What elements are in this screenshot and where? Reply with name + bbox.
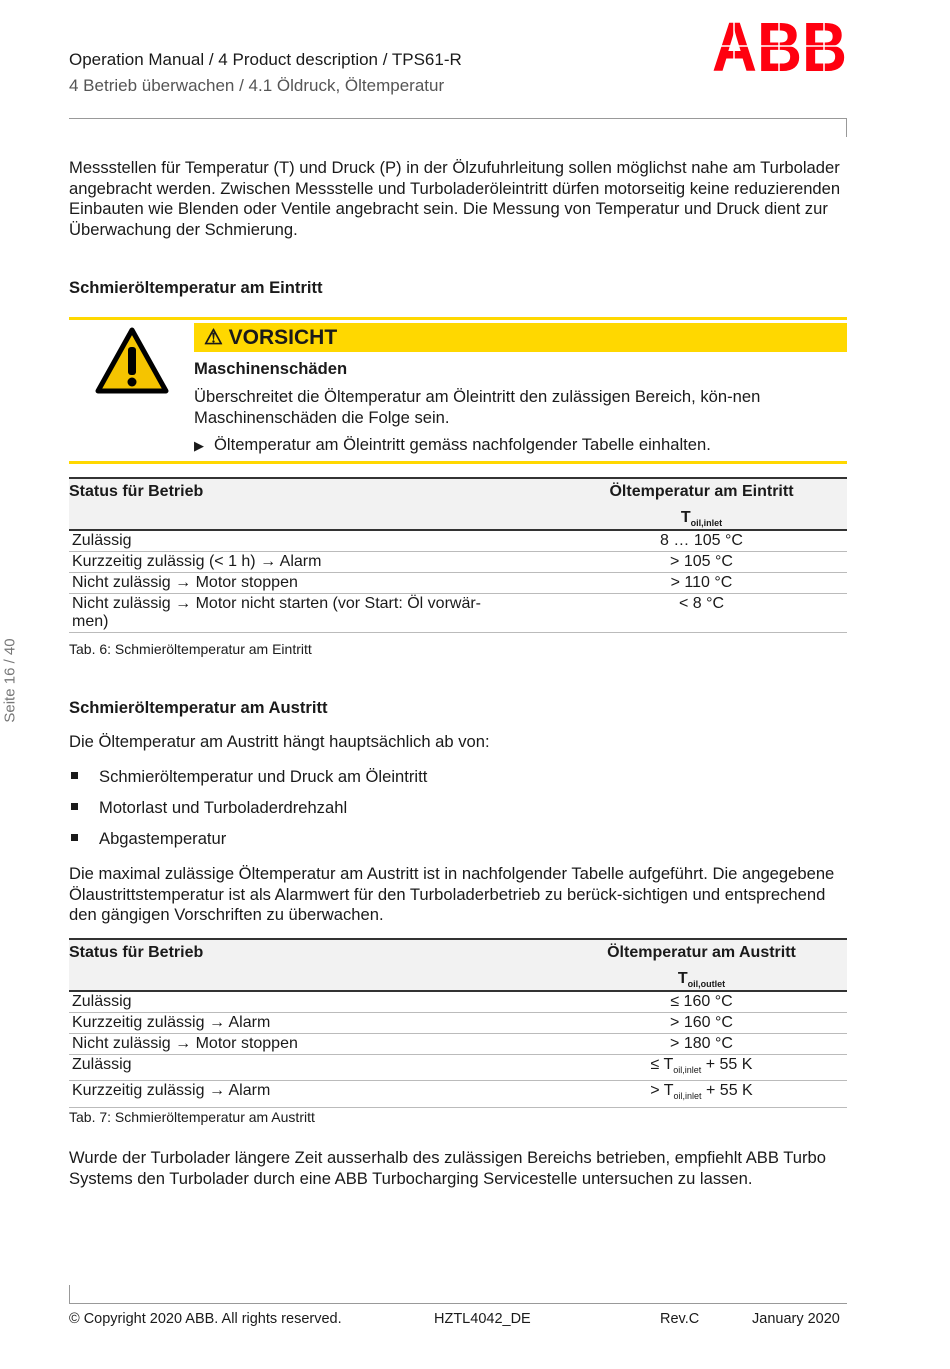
lead-text: Die Öltemperatur am Austritt hängt hauptsächlich ab von:	[69, 732, 490, 751]
warning-bottom-border	[69, 461, 847, 464]
table-caption: Tab. 7: Schmieröltemperatur am Austritt	[69, 1109, 315, 1125]
page-number: Seite 16 / 40	[1, 638, 19, 723]
warning-label: ⚠ VORSICHT	[194, 323, 847, 352]
bullet-icon	[71, 834, 78, 841]
table-header-status: Status für Betrieb	[69, 939, 556, 991]
table-inlet-temperature	[69, 477, 847, 633]
breadcrumb: Operation Manual / 4 Product description / TPS61-R	[69, 50, 462, 69]
section-header: 4 Betrieb überwachen / 4.1 Öldruck, Öltemperatur	[69, 76, 445, 95]
table-row: Kurzzeitig zulässig → Alarm > $T_{oil,inlet} + 55$ K	[69, 1081, 847, 1107]
warning-small-icon: ⚠	[204, 326, 229, 349]
table-row: Kurzzeitig zulässig (< 1 h) → Alarm > 105 °C	[69, 552, 847, 573]
list-item: Abgastemperatur	[69, 829, 226, 849]
bullet-icon	[71, 803, 78, 810]
table-caption: Tab. 6: Schmieröltemperatur am Eintritt	[69, 641, 312, 657]
footer-doc-id: HZTL4042_DE	[434, 1311, 531, 1327]
table-row: Zulässig ≤ $T_{oil,inlet} + 55$ K	[69, 1055, 847, 1081]
warning-triangle-icon	[95, 327, 169, 394]
table-row: Zulässig 8 … 105 °C	[69, 530, 847, 552]
table-outlet-temperature	[69, 938, 847, 1108]
table-header-status: Status für Betrieb	[69, 478, 556, 530]
list-item: Schmieröltemperatur und Druck am Öleintritt	[69, 767, 427, 787]
footer-revision: Rev.C	[660, 1311, 700, 1327]
footer-date: January 2020	[752, 1311, 840, 1327]
outlet-paragraph: Die maximal zulässige Öltemperatur am Austritt ist in nachfolgender Tabelle aufgeführt. Die angegebene Ölaustrittstemperatur ist als Alarmwert für den Turboladerbetrieb zu berück-sichtigen und entsprechend den gängigen Vorschriften zu überwachen.	[69, 864, 835, 925]
intro-paragraph: Messstellen für Temperatur (T) und Druck (P) in der Ölzufuhrleitung sollen möglichst nahe am Turbolader angebracht werden. Zwischen Messstelle und Turboladeröleintritt dürfen motorseitig keine reduzierenden Einbauten wie Blenden oder Ventile angebracht sein. Die Messung von Temperatur und Druck dient zur Überwachung der Schmierung.	[69, 158, 841, 239]
footer-divider-tick	[69, 1285, 70, 1303]
table-row: Nicht zulässig → Motor stoppen > 180 °C	[69, 1034, 847, 1055]
table-row: Nicht zulässig → Motor nicht starten (vor Start: Öl vorwär-men) < 8 °C	[69, 594, 847, 633]
table-row: Nicht zulässig → Motor stoppen > 110 °C	[69, 573, 847, 594]
warning-title: Maschinenschäden	[194, 359, 348, 378]
footer-divider	[69, 1303, 847, 1304]
symbol: $T_{oil,outlet}$	[677, 970, 726, 990]
abb-logo	[712, 8, 847, 86]
section-title-inlet: Schmieröltemperatur am Eintritt	[69, 278, 323, 297]
section-title-outlet: Schmieröltemperatur am Austritt	[69, 698, 328, 717]
table-row: Zulässig ≤ 160 °C	[69, 991, 847, 1013]
symbol: $T_{oil,inlet}$	[680, 509, 723, 529]
table-header-temperature: Öltemperatur am Austritt $T_{oil,outlet}$	[556, 939, 847, 991]
table-row: Kurzzeitig zulässig → Alarm > 160 °C	[69, 1013, 847, 1034]
bullet-icon	[71, 772, 78, 779]
header-divider-tick	[846, 118, 847, 137]
warning-text: Überschreitet die Öltemperatur am Öleintritt den zulässigen Bereich, kön-nen Maschinenschäden die Folge sein.	[194, 387, 761, 427]
triangle-bullet-icon: ▶	[194, 438, 204, 453]
warning-action: ▶ Öltemperatur am Öleintritt gemäss nachfolgender Tabelle einhalten.	[194, 435, 711, 454]
svg-text:ABB: ABB	[712, 8, 847, 86]
warning-top-border	[69, 317, 847, 320]
table-header-temperature: Öltemperatur am Eintritt $T_{oil,inlet}$	[556, 478, 847, 530]
header-divider	[69, 118, 847, 119]
closing-paragraph: Wurde der Turbolader längere Zeit ausserhalb des zulässigen Bereichs betrieben, empfiehlt ABB Turbo Systems den Turbolader durch eine ABB Turbocharging Servicestelle untersuchen zu lassen.	[69, 1148, 826, 1188]
footer-copyright: © Copyright 2020 ABB. All rights reserved.	[69, 1311, 342, 1327]
list-item: Motorlast und Turboladerdrehzahl	[69, 798, 347, 818]
